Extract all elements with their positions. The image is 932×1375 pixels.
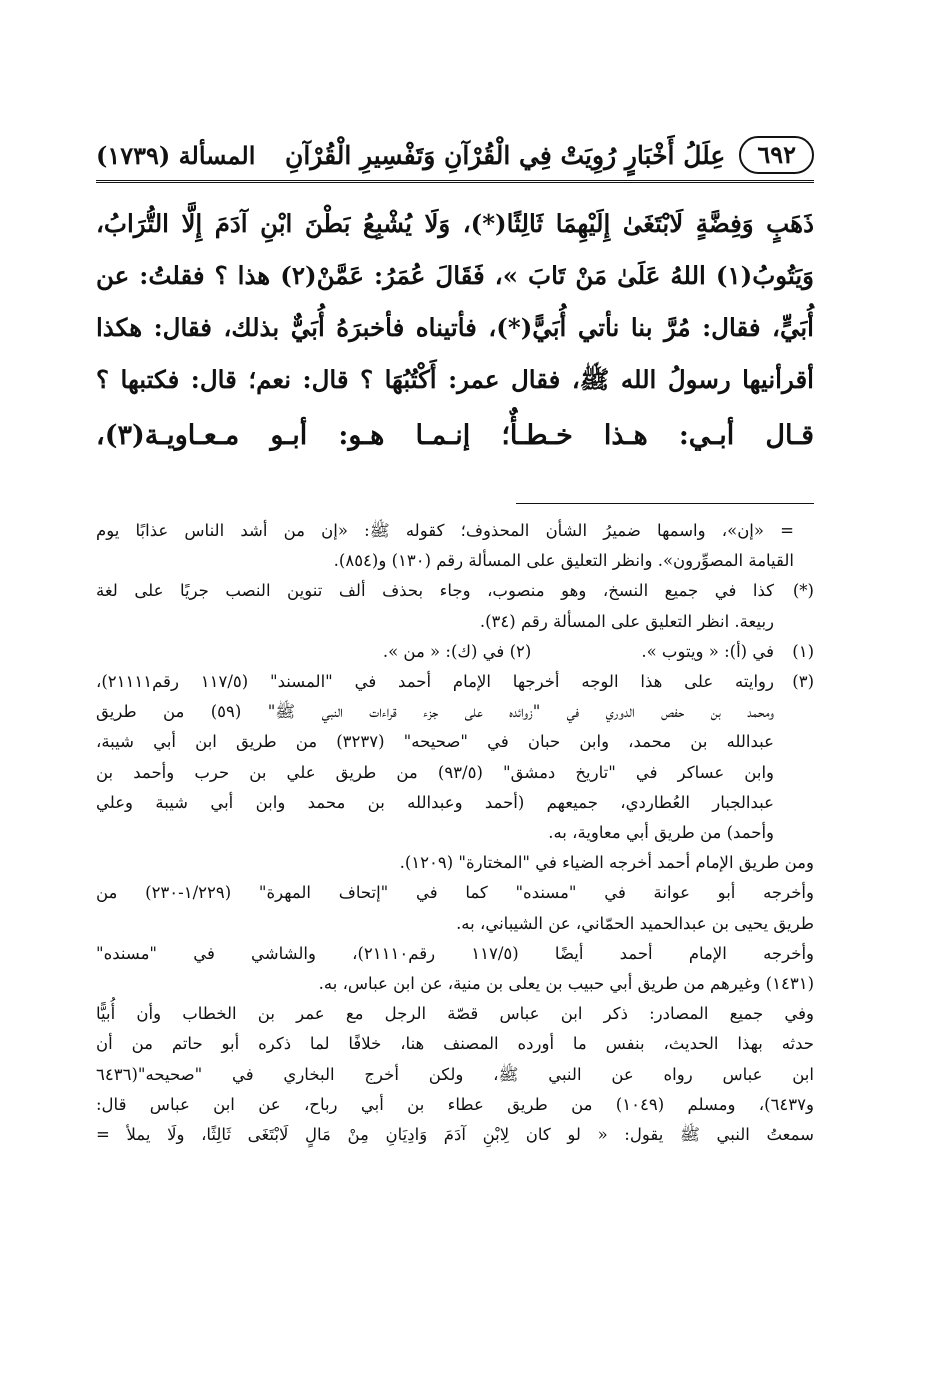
main-text-line: قـال أبـي: هـذا خـطـأٌ؛ إنـمـا هـو: أبـو مـعـاويـة(٣)، — [96, 420, 814, 451]
footnote-line: كذا في جميع النسخ، وهو منصوب، وجاء بحذف ألف تنوين النصب جريًا على لغة — [96, 581, 774, 601]
footnote-separator — [516, 503, 814, 504]
footnote-line: = «إن»، واسمها ضميرُ الشأن المحذوف؛ كقوله ﷺ: «إن من أشد الناس عذابًا يوم — [96, 521, 794, 540]
footnote-line: ربيعة. انظر التعليق على المسألة رقم (٣٤). — [479, 611, 774, 631]
footnote-marker: (٢) — [509, 641, 532, 661]
running-title: عِلَلُ أَخْبَارٍ رُوِيَتْ فِي الْقُرْآنِ وَتَفْسِيرِ الْقُرْآنِ — [284, 140, 726, 170]
footnote-line: وابن عساكر في "تاريخ دمشق" (٩٣/٥) من طريق علي بن حرب وأحمد بن — [96, 762, 774, 782]
page-number: ٦٩٢ — [739, 136, 814, 174]
footnote-line: ومحمد بن حفص الدوري في "زوائده على جزء قراءات النبي ﷺ" (٥٩) من طريق — [96, 702, 774, 722]
footnote-line: ابن عباس رواه عن النبي ﷺ، ولكن أخرج البخاري في "صحيحه"(٦٤٣٦ — [96, 1064, 814, 1084]
footnote-line: ومن طريق الإمام أحمد أخرجه الضياء في "المختارة" (١٢٠٩). — [399, 853, 814, 873]
footnote-1-2 — [96, 637, 814, 667]
footnote-marker: (١) — [792, 641, 814, 661]
footnote-continuation — [96, 516, 814, 576]
footnote-line: وأخرجه أبو عوانة في "مسنده" كما في "إتحاف المهرة" (١/٢٢٩-٢٣٠) من — [96, 883, 814, 903]
footnote-paragraph — [96, 999, 814, 1150]
footnotes — [96, 516, 814, 1150]
footnote-line: وأحمد) من طريق أبي معاوية، به. — [548, 823, 774, 843]
footnote-paragraph — [96, 848, 814, 878]
main-text-line: ذَهَبٍ وَفِضَّةٍ لَابْتَغَىٰ إِلَيْهِمَا ثَالِثًا(*)، وَلَا يُشْبِعُ بَطْنَ ابْنِ آدَمَ إِلَّا التُّرَابُ، — [96, 209, 814, 238]
footnote-2-text: في (ك): « من ». — [382, 641, 505, 661]
footnote-1-text: في (أ): « ويتوب ». — [641, 641, 774, 661]
main-text — [96, 198, 814, 466]
footnote-marker: (*) — [792, 581, 814, 601]
footnote-line: سمعتُ النبي ﷺ يقول: « لو كان لِابْنِ آدَمَ وَادِيَانِ مِنْ مَالٍ لَابْتَغَى ثَالِثًا، ولَا يملأ = — [96, 1125, 814, 1145]
main-text-line: أُبَيٍّ، فقال: مُرَّ بنا نأتي أُبَيًّ(*)، فأتيناه فأخبرَهُ أُبَيٌّ بذلك، فقال: هكذا — [96, 313, 814, 342]
footnote-line: القيامة المصوِّرون». وانظر التعليق على المسألة رقم (١٣٠) و(٨٥٤). — [333, 551, 794, 571]
footnote-marker: (٣) — [792, 672, 814, 692]
issue-number-label: المسألة (١٧٣٩) — [96, 140, 256, 170]
footnote-line: حدثه بهذا الحديث، بنفس ما أورده المصنف هنا، خلافًا لما ذكره أبو حاتم من أن — [96, 1034, 814, 1054]
footnote-line: وفي جميع المصادر: ذكر ابن عباس قصّة الرجل مع عمر بن الخطاب وأن أُبيًّا — [96, 1004, 814, 1024]
footnote-line: روايته على هذا الوجه أخرجها الإمام أحمد في "المسند" (١١٧/٥ رقم٢١١١١)، — [96, 672, 774, 692]
page-header — [96, 130, 814, 183]
footnote-line: و٦٤٣٧)، ومسلم (١٠٤٩) من طريق عطاء بن أبي رباح، عن ابن عباس قال: — [96, 1094, 814, 1114]
footnote-paragraph — [96, 939, 814, 999]
main-text-line: وَيَتُوبُ(١) اللهُ عَلَىٰ مَنْ تَابَ »، فَقَالَ عُمَرُ: عَمَّنْ(٢) هذا ؟ فقلتُ: عن — [96, 261, 814, 290]
main-text-line: أقرأنيها رسولُ الله ﷺ، فقال عمر: أَكْتُبُهَا ؟ قال: نعم؛ قال: فكتبها ؟ — [96, 365, 814, 394]
footnote-star — [96, 576, 814, 636]
footnote-line: عبدالله بن محمد، وابن حبان في "صحيحه" (٣٢٣٧) من طريق ابن أبي شيبة، — [96, 732, 774, 752]
footnote-line: طريق يحيى بن عبدالحميد الحمّاني، عن الشيباني، به. — [456, 913, 814, 933]
footnote-line: (١٤٣١) وغيرهم من طريق أبي حبيب بن يعلى بن منية، عن ابن عباس، به. — [318, 974, 814, 994]
footnote-line: وأخرجه الإمام أحمد أيضًا (١١٧/٥ رقم٢١١١٠)، والشاشي في "مسنده" — [96, 943, 814, 963]
footnote-paragraph — [96, 878, 814, 938]
footnote-line: عبدالجبار العُطاردي، جميعهم (أحمد وعبدالله بن محمد وابن أبي شيبة وعلي — [96, 792, 774, 812]
footnote-3 — [96, 667, 814, 848]
